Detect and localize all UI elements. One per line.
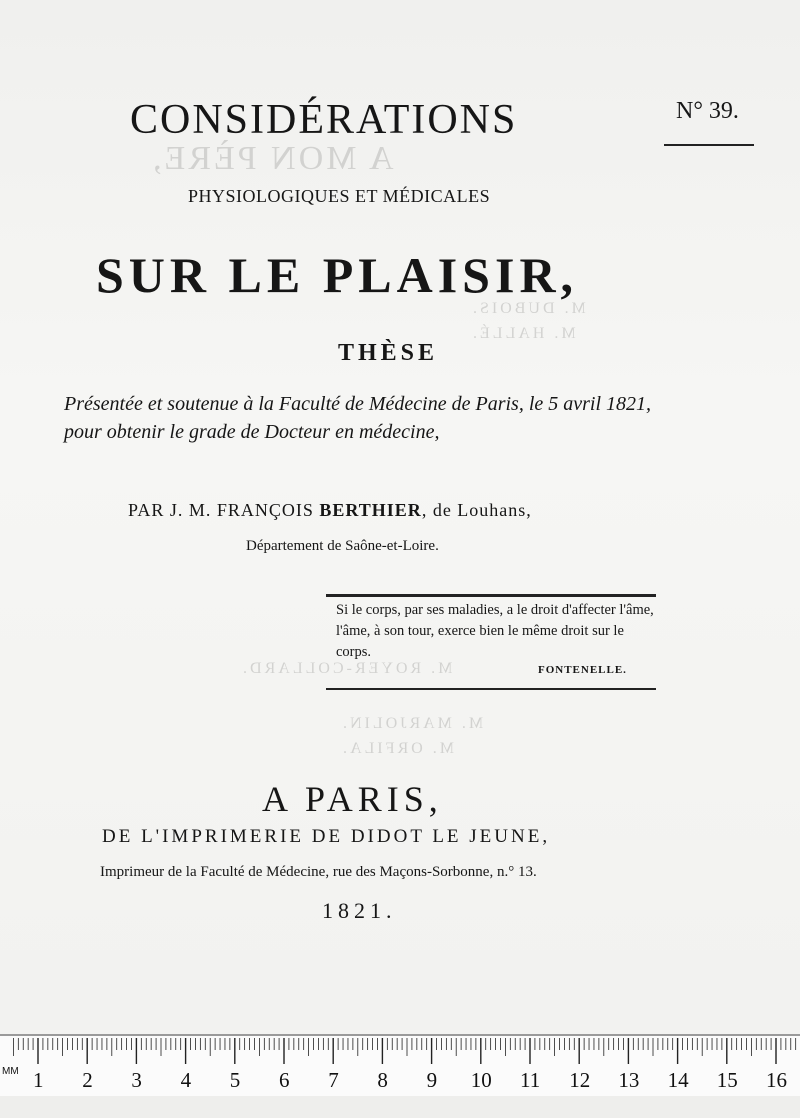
presentation-text: Présentée et soutenue à la Faculté de Médecine de Paris, le 5 avril 1821, pour obtenir le grade de Docteur en médecine, xyxy=(64,393,652,443)
ruler-number: 8 xyxy=(377,1068,388,1092)
author-suffix: , de Louhans, xyxy=(421,500,532,520)
show-through-text: A MON PÈRE, xyxy=(150,140,394,177)
show-through-text: M. HALLÉ. xyxy=(470,325,576,342)
ruler-number: 1 xyxy=(33,1068,44,1092)
quote-rule-top xyxy=(326,594,656,597)
quote-rule-bottom xyxy=(326,688,656,690)
ruler-number: 10 xyxy=(470,1068,492,1092)
printer-address: Imprimeur de la Faculté de Médecine, rue des Maçons-Sorbonne, n.° 13. xyxy=(100,864,537,880)
show-through-text: M. MARJOLIN. xyxy=(340,715,484,732)
ruler-number: 5 xyxy=(229,1068,241,1092)
number-underline xyxy=(664,144,754,146)
show-through-text: M. DUBOIS. xyxy=(470,300,586,317)
ruler-number: 6 xyxy=(279,1068,290,1092)
department-line: Département de Saône-et-Loire. xyxy=(246,538,439,554)
measuring-ruler xyxy=(0,1034,800,1098)
epigraph-author: FONTENELLE. xyxy=(538,664,627,676)
ruler-number: 15 xyxy=(716,1068,738,1092)
ruler-unit-label: MM xyxy=(2,1066,19,1077)
document-number: N° 39. xyxy=(676,98,739,124)
ruler-number: 16 xyxy=(766,1068,787,1092)
ruler-number: 12 xyxy=(569,1068,591,1092)
author-line xyxy=(128,500,532,521)
author-prefix: PAR J. M. FRANÇOIS xyxy=(128,500,314,520)
ruler-number: 3 xyxy=(131,1068,142,1092)
ruler-number: 13 xyxy=(618,1068,640,1092)
printer-line: DE L'IMPRIMERIE DE DIDOT LE JEUNE, xyxy=(102,826,551,847)
ruler-number: 7 xyxy=(328,1068,339,1092)
ruler-number: 11 xyxy=(520,1068,541,1092)
ruler-number: 9 xyxy=(426,1068,438,1092)
author-name: BERTHIER xyxy=(319,500,422,520)
background-surface xyxy=(0,1096,800,1118)
document-title: CONSIDÉRATIONS xyxy=(130,97,518,143)
ruler-number: 4 xyxy=(180,1068,192,1092)
ruler-number: 2 xyxy=(82,1068,93,1092)
ruler-number: 14 xyxy=(667,1068,689,1092)
these-heading: THÈSE xyxy=(338,340,439,366)
document-subtitle: PHYSIOLOGIQUES ET MÉDICALES xyxy=(188,186,491,206)
main-title: SUR LE PLAISIR, xyxy=(96,247,579,303)
show-through-text: M. ROYER-COLLARD. xyxy=(240,660,453,677)
publication-year: 1821. xyxy=(322,898,397,923)
epigraph-quote: Si le corps, par ses maladies, a le droit d'affecter l'âme, l'âme, à son tour, exerce bien le même droit sur le corps. xyxy=(336,602,654,660)
city-line: A PARIS, xyxy=(262,779,443,819)
show-through-text: M. ORFILA. xyxy=(340,740,455,757)
